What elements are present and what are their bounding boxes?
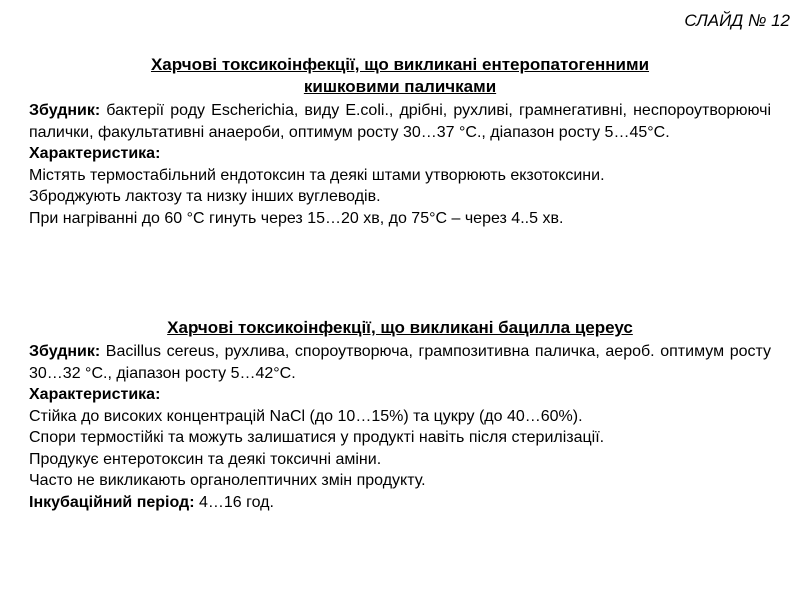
- characteristic-line: Спори термостійкі та можуть залишатися у продукті навіть після стерилізації.: [29, 429, 605, 446]
- pathogen-label: Збудник:: [29, 102, 101, 119]
- characteristic-line: Часто не викликають органолептичних змін продукту.: [29, 472, 426, 489]
- pathogen-text: бактерії роду Escherichia, виду E.coli., дрібні, рухливі, грамнегативні, неспороутворюючі палички, факультативні анаероби, оптимум росту 30…37 °С., діапазон росту 5…45°С.: [29, 102, 771, 141]
- section-title: [29, 54, 771, 98]
- pathogen-paragraph: [29, 100, 771, 143]
- section-ecoli: [29, 54, 771, 229]
- characteristic-line: Зброджують лактозу та низку інших вуглеводів.: [29, 188, 381, 205]
- pathogen-text: Bacillus cereus, рухлива, спороутворюча, грампозитивна паличка, аероб. оптимум росту 30…32 °С., діапазон росту 5…42°С.: [29, 343, 771, 382]
- incubation-label: Інкубаційний період:: [29, 493, 195, 511]
- pathogen-paragraph: [29, 341, 771, 384]
- slide-number: СЛАЙД № 12: [684, 11, 790, 30]
- characteristics-label: Характеристика:: [29, 386, 161, 403]
- incubation-line: [29, 492, 771, 514]
- pathogen-label: Збудник:: [29, 343, 101, 360]
- characteristic-line: Містять термостабільний ендотоксин та деякі штами утворюють екзотоксини.: [29, 166, 605, 184]
- incubation-value: 4…16 год.: [194, 493, 274, 511]
- section-title: [29, 317, 771, 339]
- characteristic-line: Продукує ентеротоксин та деякі токсичні аміни.: [29, 450, 382, 468]
- characteristics-label: Характеристика:: [29, 145, 161, 162]
- section-title-line: кишковими паличками: [303, 77, 497, 96]
- section-bacillus-cereus: [29, 317, 771, 513]
- section-title-line: Харчові токсикоінфекції, що викликані ентеропатогенними: [150, 55, 650, 74]
- section-title-line: Харчові токсикоінфекції, що викликані бацилла цереус: [167, 318, 633, 337]
- characteristic-line: Стійка до високих концентрацій NaCl (до 10…15%) та цукру (до 40…60%).: [29, 407, 583, 425]
- characteristic-line: При нагріванні до 60 °С гинуть через 15…20 хв, до 75°С – через 4..5 хв.: [29, 209, 564, 227]
